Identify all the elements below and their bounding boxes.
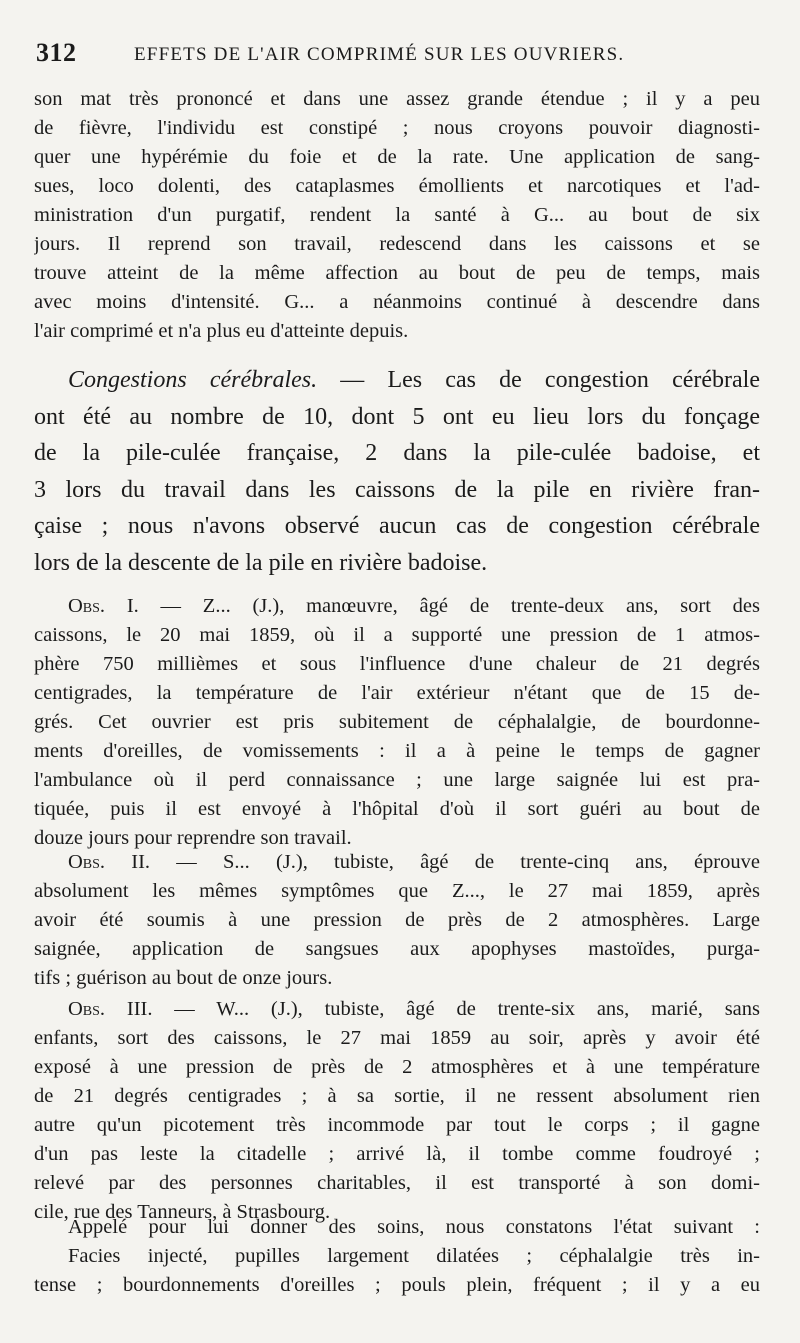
text-line: enfants, sort des caissons, le 27 mai 1859 au soir, après y avoir été xyxy=(34,1027,760,1049)
text-line: tiquée, puis il est envoyé à l'hôpital d'où il sort guéri au bout de xyxy=(34,798,760,820)
text-line: sues, loco dolenti, des cataplasmes émollients et narcotiques et l'ad- xyxy=(34,175,760,197)
text-line: 3 lors du travail dans les caissons de la pile en rivière fran- xyxy=(34,476,760,503)
text-line xyxy=(34,362,760,399)
text-line: caissons, le 20 mai 1859, où il a supporté une pression de 1 atmos- xyxy=(34,624,760,646)
text-line: ments d'oreilles, de vomissements : il a à peine le temps de gagner xyxy=(34,740,760,762)
text-line: d'un pas leste la citadelle ; arrivé là, il tombe comme foudroyé ; xyxy=(34,1143,760,1165)
observation-label: Obs. II. xyxy=(68,851,151,873)
text-line: ont été au nombre de 10, dont 5 ont eu lieu lors du fonçage xyxy=(34,403,760,430)
text-line xyxy=(34,592,760,621)
observation-text: — S... (J.), tubiste, âgé de trente-cinq ans, éprouve xyxy=(150,851,760,873)
observation-2 xyxy=(34,848,760,993)
text-line: cile, rue des Tanneurs, à Strasbourg. xyxy=(34,1201,331,1223)
text-line: phère 750 millièmes et sous l'influence d'une chaleur de 21 degrés xyxy=(34,653,760,675)
text-line: l'air comprimé et n'a plus eu d'atteinte depuis. xyxy=(34,320,409,342)
heading-continuation: — Les cas de congestion cérébrale xyxy=(317,367,760,393)
text-line: avoir été soumis à une pression de près de 2 atmosphères. Large xyxy=(34,909,760,931)
text-line: de 21 degrés centigrades ; à sa sortie, il ne ressent absolument rien xyxy=(34,1085,760,1107)
page-number: 312 xyxy=(36,38,77,67)
section-heading: Congestions cérébrales. xyxy=(68,367,318,393)
observation-label: Obs. I. xyxy=(68,595,139,617)
text-line: de fièvre, l'individu est constipé ; nous croyons pouvoir diagnosti- xyxy=(34,117,760,139)
paragraph-final xyxy=(34,1213,760,1300)
observation-1 xyxy=(34,592,760,853)
text-line xyxy=(34,995,760,1024)
text-line: de la pile-culée française, 2 dans la pile-culée badoise, et xyxy=(34,440,760,466)
text-line: centigrades, la température de l'air extérieur n'étant que de 15 de- xyxy=(34,682,760,704)
text-line: son mat très prononcé et dans une assez grande étendue ; il y a peu xyxy=(34,88,760,110)
observation-text: — W... (J.), tubiste, âgé de trente-six ans, marié, sans xyxy=(152,998,760,1020)
running-title: EFFETS DE L'AIR COMPRIMÉ SUR LES OUVRIERS. xyxy=(134,44,625,65)
page-header xyxy=(36,38,756,74)
text-line: ministration d'un purgatif, rendent la santé à G... au bout de six xyxy=(34,204,760,226)
observation-text: — Z... (J.), manœuvre, âgé de trente-deux ans, sort des xyxy=(138,595,760,617)
text-line xyxy=(34,848,760,877)
text-line: douze jours pour reprendre son travail. xyxy=(34,827,352,849)
text-line: relevé par des personnes charitables, il est transporté à son domi- xyxy=(34,1172,760,1194)
section-congestions xyxy=(34,362,760,581)
text-line: Facies injecté, pupilles largement dilatées ; céphalalgie très in- xyxy=(68,1245,760,1267)
text-line: absolument les mêmes symptômes que Z..., le 27 mai 1859, après xyxy=(34,880,760,902)
paragraph-continuation xyxy=(34,85,760,346)
observation-3 xyxy=(34,995,760,1227)
text-line: Appelé pour lui donner des soins, nous constatons l'état suivant : xyxy=(68,1216,760,1238)
text-line: jours. Il reprend son travail, redescend dans les caissons et se xyxy=(34,233,760,255)
text-line: exposé à une pression de près de 2 atmosphères et à une température xyxy=(34,1056,760,1078)
text-line: saignée, application de sangsues aux apophyses mastoïdes, purga- xyxy=(34,938,760,960)
text-line: autre qu'un picotement très incommode par tout le corps ; il gagne xyxy=(34,1114,760,1136)
text-line: avec moins d'intensité. G... a néanmoins continué à descendre dans xyxy=(34,291,760,313)
text-line: çaise ; nous n'avons observé aucun cas de congestion cérébrale xyxy=(34,513,760,539)
text-line: tifs ; guérison au bout de onze jours. xyxy=(34,967,333,989)
text-line: quer une hypérémie du foie et de la rate. Une application de sang- xyxy=(34,146,760,168)
text-line: grés. Cet ouvrier est pris subitement de céphalalgie, de bourdonne- xyxy=(34,711,760,733)
text-line: trouve atteint de la même affection au bout de peu de temps, mais xyxy=(34,262,760,284)
text-line: lors de la descente de la pile en rivière badoise. xyxy=(34,549,488,576)
observation-label: Obs. III. xyxy=(68,998,153,1020)
text-line: l'ambulance où il perd connaissance ; une large saignée lui est pra- xyxy=(34,769,760,791)
text-line: tense ; bourdonnements d'oreilles ; pouls plein, fréquent ; il y a eu xyxy=(34,1274,760,1296)
